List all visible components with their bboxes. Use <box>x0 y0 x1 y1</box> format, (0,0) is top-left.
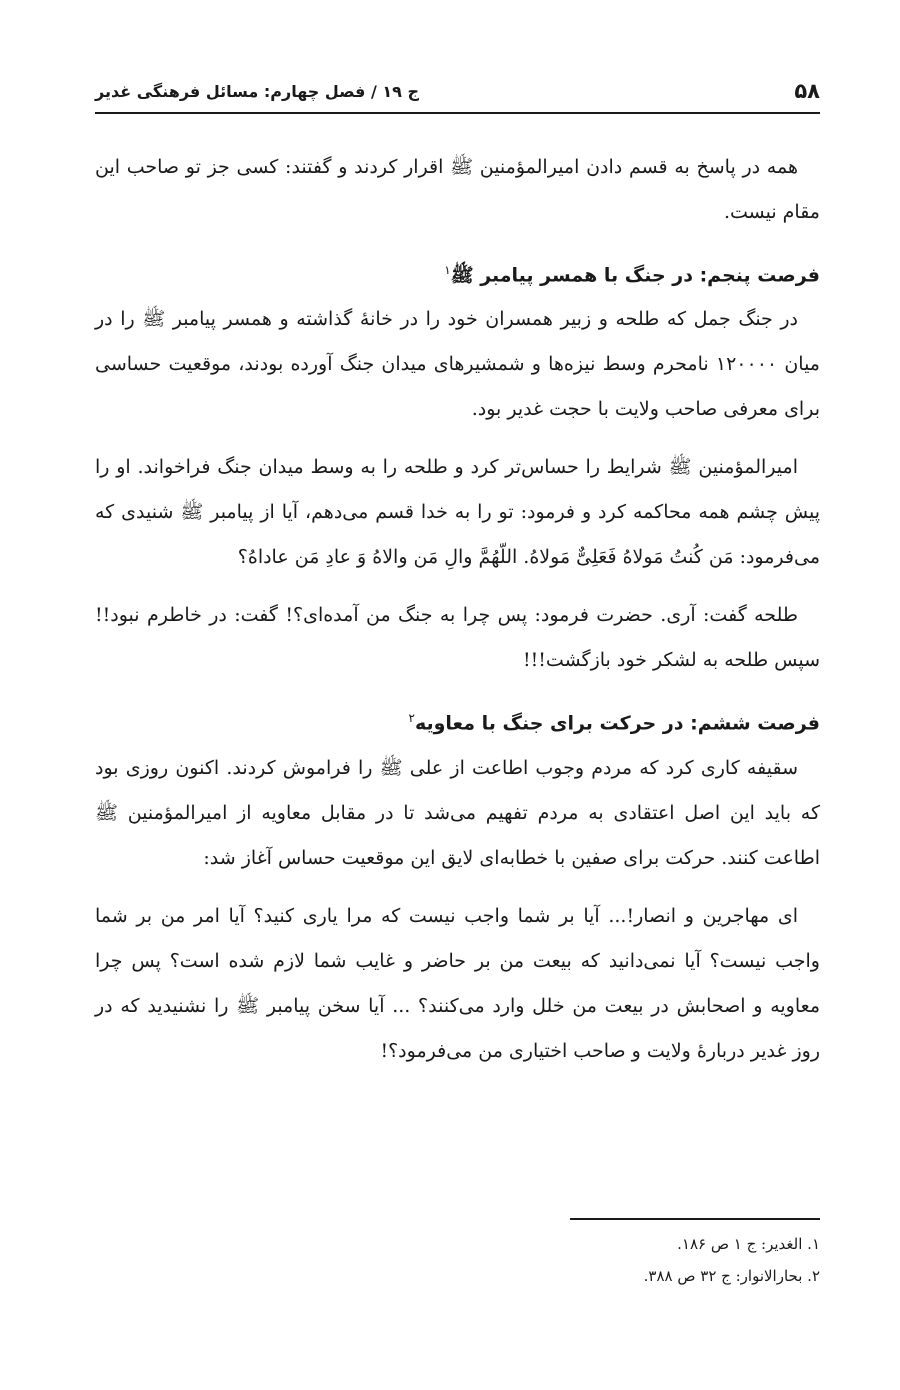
page-number: ۵۸ <box>794 79 820 103</box>
book-page <box>95 0 820 1390</box>
running-head: ج ۱۹ / فصل چهارم: مسائل فرهنگی غدیر <box>95 81 420 101</box>
section-heading-6-text: فرصت ششم: در حرکت برای جنگ با معاویه <box>414 712 820 735</box>
footnote-2: ۲. بحارالانوار: ج ۳۲ ص ۳۸۸. <box>643 1267 820 1285</box>
paragraph-4: طلحه گفت: آری. حضرت فرمود: پس چرا به جنگ من آمده‌ای؟! گفت: در خاطرم نبود!! سپس طلحه به لشکر خود بازگشت!!! <box>95 604 820 672</box>
paragraph-1: همه در پاسخ به قسم دادن امیرالمؤمنین ﷺ اقرار کردند و گفتند: کسی جز تو صاحب این مقام نیست. <box>95 156 820 223</box>
page-body <box>95 145 820 1087</box>
footnotes <box>95 1218 820 1292</box>
footnote-1: ۱. الغدیر: ج ۱ ص ۱۸۶. <box>677 1235 820 1253</box>
page-header <box>95 70 820 114</box>
paragraph-6: ای مهاجرین و انصار!... آیا بر شما واجب نیست که مرا یاری کنید؟ آیا امر من بر شما واجب نیست؟ آیا نمی‌دانید که بیعت من بر حاضر و غایب شما لازم شده است؟ پس چرا معاویه و اصحابش در بیعت من خلل وارد می‌کنند؟ ... آیا سخن پیامبر ﷺ را نشنیدید که در روز غدیر دربارهٔ ولایت و صاحب اختیاری من می‌فرمود؟! <box>95 904 820 1062</box>
footnote-ref-2[interactable]: ۲ <box>408 711 415 726</box>
footnote-ref-1[interactable]: ۱ <box>444 263 451 277</box>
section-heading-5 <box>95 248 820 297</box>
paragraph-2: در جنگ جمل که طلحه و زبیر همسران خود را در خانهٔ گذاشته و همسر پیامبر ﷺ را در میان ۱۲۰۰۰۰ نامحرم وسط نیزه‌ها و شمشیرهای میدان جنگ آورده بودند، موقعیت حساسی برای معرفی صاحب ولایت با حجت غدیر بود. <box>95 308 820 421</box>
section-heading-6 <box>95 696 820 745</box>
section-heading-5-text: فرصت پنجم: در جنگ با همسر پیامبر ﷺ <box>450 264 820 287</box>
paragraph-3: امیرالمؤمنین ﷺ شرایط را حساس‌تر کرد و طلحه را به وسط میدان جنگ فراخواند. او را پیش چشم همه محاکمه کرد و فرمود: تو را به خدا قسم می‌دهم، آیا از پیامبر ﷺ شنیدی که می‌فرمود: مَن کُنتُ مَولاهُ فَعَلِیٌّ مَولاهُ. اللّهُمَّ والِ مَن والاهُ وَ عادِ مَن عاداهُ؟ <box>95 456 820 569</box>
paragraph-5: سقیفه کاری کرد که مردم وجوب اطاعت از علی ﷺ را فراموش کردند. اکنون روزی بود که باید این اصل اعتقادی به مردم تفهیم می‌شد تا در مقابل معاویه از امیرالمؤمنین ﷺ اطاعت کنند. حرکت برای صفین با خطابه‌ای لایق این موقعیت حساس آغاز شد: <box>95 756 820 869</box>
footnote-divider <box>570 1218 820 1220</box>
